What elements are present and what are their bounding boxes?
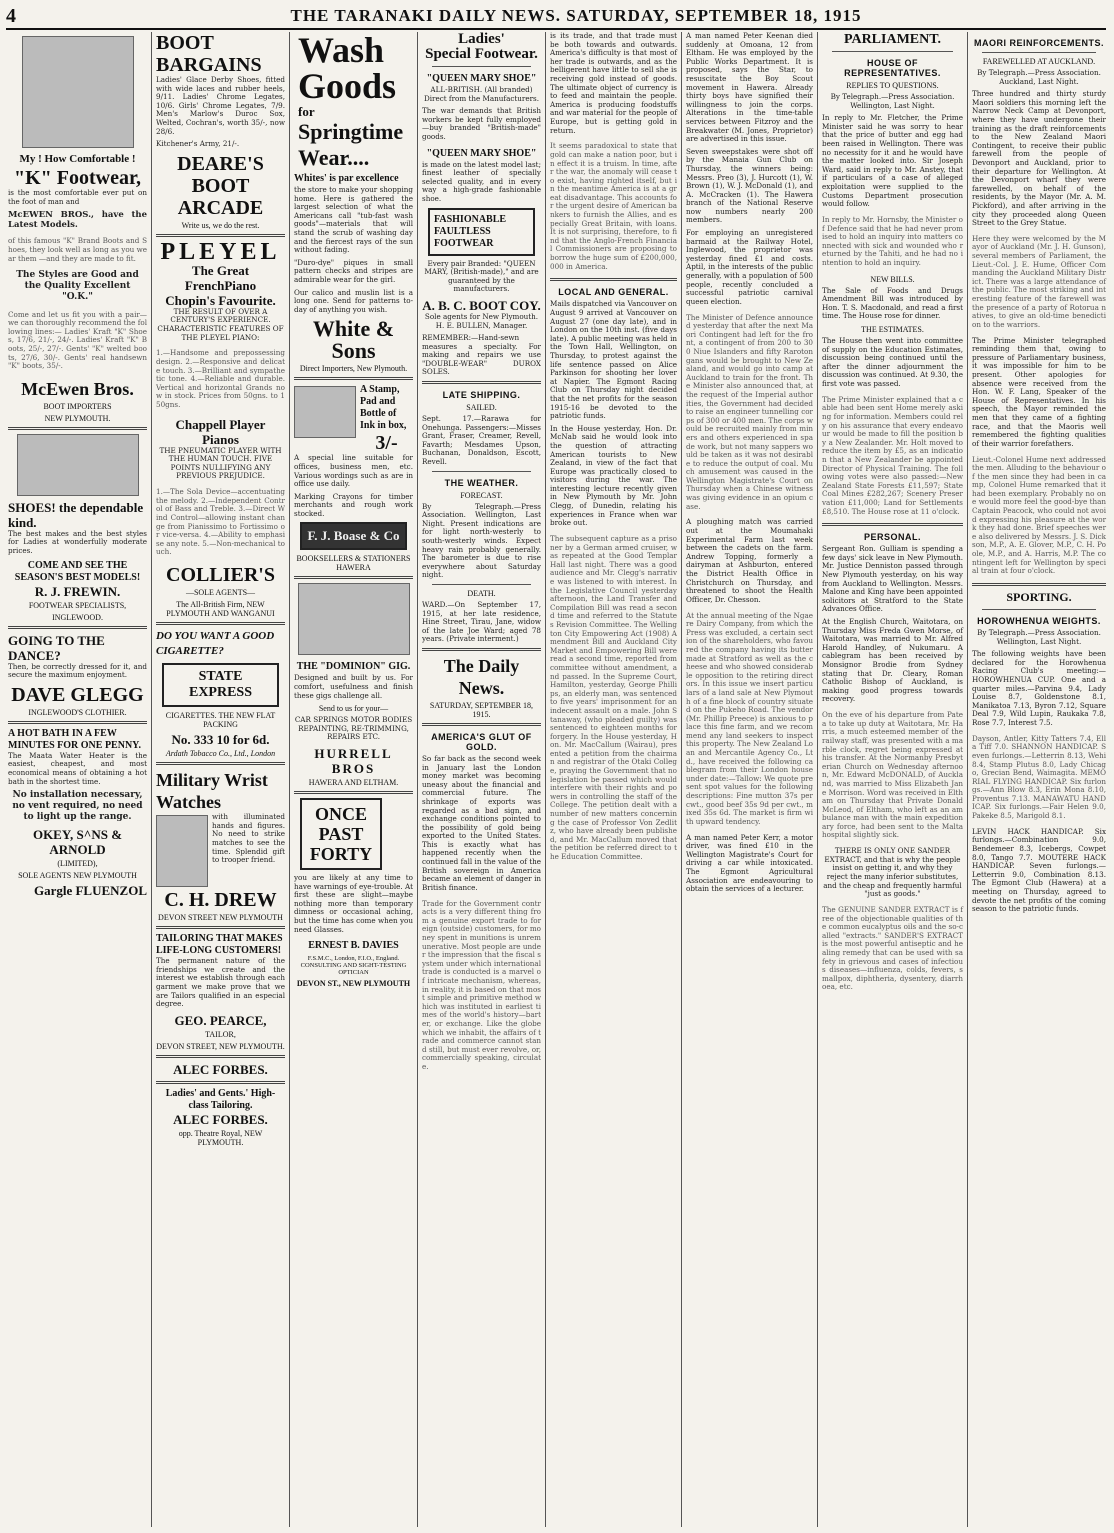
- column-5: [546, 32, 682, 1527]
- calico-txt: Our calico and muslin list is a long one. Send for patterns to-day of anything you wish.: [294, 287, 413, 314]
- no-install: No installation necessary, no vent required, no need to light up the range.: [12, 790, 143, 823]
- springtime-wear: Springtime Wear....: [298, 119, 404, 170]
- qms-txt: The war demands that British workers be kept fully employed—buy branded "British-made" goods.: [422, 106, 541, 141]
- mcewen-role: BOOT IMPORTERS: [43, 401, 112, 411]
- death-head: DEATH.: [467, 588, 496, 598]
- cig-head: DO YOU WANT A GOOD CIGARETTE?: [156, 630, 275, 658]
- deare-arcade: DEARE'S BOOT ARCADE: [177, 152, 264, 219]
- shoes-txt: The best makes and the best styles for Ladies at wonderfully moderate prices.: [8, 528, 147, 556]
- qms-head-1: "QUEEN MARY SHOE": [426, 73, 537, 84]
- estimates-head: THE ESTIMATES.: [861, 325, 924, 335]
- column-3: [290, 32, 418, 1527]
- parl-txt-more: In reply to Mr. Hornsby, the Minister of Defence said that he had never promised to hold an inquiry into matters connected with sick and wounded who returned by the Tahiti, and he had no intention to hold an inquiry.: [822, 214, 963, 267]
- gig-illustration: [298, 583, 410, 655]
- boase-logo: F. J. Boase & Co: [300, 522, 407, 550]
- stamp-illustration: [294, 386, 356, 438]
- chappell-txt: THE PNEUMATIC PLAYER WITH THE HUMAN TOUCH. FIVE POINTS NULLIFYING ANY PREVIOUS PREJUDICE.: [159, 445, 282, 481]
- frewin-name: R. J. FREWIN.: [34, 583, 121, 599]
- dominion-send: Send to us for your—: [318, 704, 389, 714]
- glut-head: AMERICA'S GLUT OF GOLD.: [431, 731, 532, 752]
- pearce-name: GEO. PEARCE,: [174, 1012, 267, 1028]
- news-txt-4: A ploughing match was carried out at the Moumahaki Experimental Farm last week between the cadets on the farm. Andrew Topping, formerly a dairyman at Ashburton, entered the District Health Office in Christchurch on Thursday, and threatened to shoot the Health Officer, Dr. Chesson.: [686, 517, 813, 604]
- cig-number: No. 333: [171, 732, 214, 748]
- k-tagline: is the most comfortable ever put on the foot of man and: [8, 188, 147, 206]
- personal-txt-2: At the English Church, Waitotara, on Thursday Miss Freda Gwen Morse, of Waitotara, was married to Mr. Alfred Harold Handley, of Nukumaru. A cablegram has been received by Monsignor Brodie from Sydney stating that Dr. Cleary, Roman Catholic Bishop of Auckland, is making good progress towards recovery.: [822, 617, 963, 704]
- remember-txt: REMEMBER:—Hand-sewn measures a specialty. For making and repairs we use "DOUBLE-WEAR" DUROX SOLES.: [422, 333, 541, 377]
- forecast: FORECAST.: [460, 490, 503, 500]
- page-number: 4: [6, 4, 16, 27]
- news-txt-3: For employing an unregistered barmaid at the Railway Hotel, Inglewood, the proprietor was yesterday fined £1 and costs. Aptil, in the interests of the public generally, with a population of 500 people, recently concluded a successful patriotic carnival queen election.: [686, 228, 813, 306]
- dominion-txt: Designed and built by us. For comfort, usefulness and finish these gigs challenge all.: [294, 673, 413, 700]
- cig-sub: CIGARETTES. THE NEW FLAT PACKING: [165, 711, 276, 730]
- faultless-logo: FASHIONABLE FAULTLESS FOOTWEAR: [428, 208, 535, 256]
- local-txt-more: The subsequent capture as a prisoner by a German armed cruiser, was repeated at the Good Templar Hall last night. There was a good audience and Mr. Clegg's narrative was listened to with interest. In the Legislative Council yesterday afternoon, the Land Transfer and Compilation Bill was read a second time and referred to the Statutes Revision Committee. The Wellington City Empowering Act (1908) Amendment Bill and Auckland City Market and Empowering Bill were read a second time, reported from committee without amendment, and passed. In the Supreme Court, Hamilton, yesterday, George Phillips, an elderly man, was sentenced to five years' imprisonment for an indecent assault on a male. John Stanaway, (who pleaded guilty) was sentenced to eighteen months for forgery. In the House yesterday, Hon. Mr. MacCallum (Wairau), presented a petition from the chairman and registrar of the Otaki College, praying the Government that no legislation be passed which would interfere with their rights and powers in controlling the staff of the College. The petition dealt with a number of new matters concerning the case of Professor Von Zedlitz, who have already been published, and Mr. MacCallum moved that the petition be referred direct to the Education Committee.: [550, 534, 677, 861]
- news-txt-more-1: The Minister of Defence announced yesterday that after the next Maori Contingent had left for the front, a contingent of from 200 to 300 Niue Islanders and fifty Rarotongans would be brought to New Zealand, and would go into camp at Auckland to train for the front. The Minister also announced that, at the request of the Imperial authorities, the Government had decided to raise an engineer tunnelling corps of 300 or 400 men. The corps would be recruited mainly from miners and others experienced in spade work, but not many sappers would be taken as it was not desirable to reduce the output of coal. Much amusement was caused in the Wellington Magistrate's Court on Thursday when a Chinese witness was giving evidence in an opium case.: [686, 312, 813, 511]
- duro-txt: "Duro-dye" piques in small pattern checks and stripes are admirable wear for the girl.: [294, 257, 413, 284]
- maori-txt-1: Three hundred and thirty sturdy Maori soldiers this morning left the Narrow Neck Camp at Devonport, where they have undergone their training as the draft reinforcements to the New Zealand Maori Contingent, to receive their public farewell from the people of Devonport and Auckland, prior to their departure for Wellington. At the Devonport wharf they were farewelled, on behalf of the residents, by the Mayor (Mr. A. M. Pickford), and after arriving in the city they proceeded along Queen Street to the Grey Statue.: [972, 89, 1106, 228]
- crayons-txt: Marking Crayons for timber merchants and rough work stocked.: [294, 491, 413, 518]
- whites-head: Whites' is par excellence: [294, 173, 399, 184]
- special-footwear: Special Footwear.: [425, 46, 538, 62]
- stamp-txt: A special line suitable for offices, business men, etc. Various wordings such as are in office use daily.: [294, 453, 413, 489]
- sander-more: The GENUINE SANDER EXTRACT is free of the objectionable qualities of the common eucalyptus oils and the so-called "extracts." SANDER'S EXTRACT is the most powerful antiseptic and healing remedy that can be used with safety in grievous and cases of infectious diseases—influenza, colds, fevers, smallpox, diphtheria, dysentery, diarrhoea, etc.: [822, 905, 963, 992]
- horo-txt-more: Dayson, Antler, Kitty Tatters 7.4, Ella Tiff 7.0. SHANNON HANDICAP. Seven furlongs.—Letterrin 8.13, Wehi 8.4, Stamp Plutus 8.0, Lady Chicago, Grecian Bend, Waimagita. MEMORIAL FLYING HANDICAP. Six furlongs.—Ann Blow 8.3, Erin Mona 8.10, Proventus 7.13. MANAWATU HANDICAP. Six furlongs.—Fair Helen 9.0, Pakeke 8.5, Marigold 8.1.: [972, 733, 1106, 821]
- cig-maker: Ardath Tobacco Co., Ltd., London: [165, 749, 276, 759]
- stamp-head: A Stamp, Pad and Bottle of Ink in box,: [360, 384, 407, 432]
- k-headline: My ! How Comfortable !: [19, 153, 136, 165]
- parliament-head: PARLIAMENT.: [843, 32, 942, 47]
- column-7: [818, 32, 968, 1527]
- gargle-fluenzol: Gargle FLUENZOL: [33, 883, 147, 899]
- pleyel-features: 1.—Handsome and prepossessing design. 2.—Responsive and delicate touch. 3.—Brilliant and sympathetic tone. 4.—Reliable and durable. Vertical and horizontal Grands now in stock. Prices from 50gns. to 150gns.: [156, 348, 285, 409]
- horo-txt-1: The following weights have been declared for the Horowhenua Racing Club's meeting:— HOROWHENUA CUP. One and a quarter miles.—Parvina 9.4, Lady Louise 8.7, Goldenstone 8.1, Manikatoa 7.13, Byron 7.12, Square Deal 7.9, Wild Lupin, Raukaka 7.8, Rose 7.7, Interest 7.5.: [972, 649, 1106, 727]
- new-bills-head: NEW BILLS.: [870, 274, 915, 284]
- glut-article-more: It seems paradoxical to state that gold can make a nation poor, but in effect it is a truism. In time, after the war, the anomaly will cease to exist, having righted itself, but in the meantime America is at a great disadvantage. This accounts for the urgent desire of American bankers to furnish the Allies, and especially Great Britain, with loans. It is not surprising, therefore, to find that the Anglo-French Financial Commissioners are proposing to borrow the huge sum of £200,000,000 in America.: [550, 141, 677, 271]
- qms-sub: ALL-BRITISH. (All branded) Direct from the Manufacturers.: [423, 85, 540, 103]
- boase-sub: BOOKSELLERS & STATIONERS HAWERA: [296, 554, 411, 573]
- news-txt-more-2: At the annual meeting of the Ngaere Dairy Company, from which the Press was excluded, a certain section of the shareholders, who favoured the company having its butter made at Stratford as well as the cheese and who showed considerable opposition to the retiring directors. In this issue we insert particulars of a land sale at New Plymouth of a fine block of country situated on the Pukeho Road. The vendor (Mr. Phillip Preece) is anxious to place this fine farm, and we recommend any land seekers to inspect this property. The New Zealand Loan and Mercantile Agency Co., Ltd., have received the following cablegram from their London house under date:—Tallow: We quote present spot values for the following descriptions: Fine mutton 37s per cwt., good beef 35s 9d per cwt., mixed 35s 6d. The market is firm with upward tendency.: [686, 610, 813, 826]
- glut-txt: So far back as the second week in January last the London money market was becoming uneasy about the financial and commercial future. The shrinkage of exports was regarded as a bad sign, and exchange conditions pointed to the possibility of gold being exported to the United States. This is exactly what has happened recently when the continued fall in the value of the British sovereign in America became an element of danger in British finance.: [422, 753, 541, 892]
- ladies-word: Ladies': [458, 32, 505, 47]
- personal-txt-1: Sergeant Ron. Gulliam is spending a few days' sick leave in New Plymouth. Mr. Justice Denniston passed through New Plymouth yesterday, on his way from Auckland to Wellington. Messrs. Malone and King have been appointed solicitors at Stratford to the State Advances Office.: [822, 544, 963, 614]
- goods-word: Goods: [298, 66, 397, 106]
- cig-price: 10 for 6d.: [216, 732, 270, 748]
- colliers-sub: —SOLE AGENTS—: [185, 588, 256, 598]
- mcewen-place: NEW PLYMOUTH.: [44, 413, 111, 423]
- abc-boot: A. B. C. BOOT COY.: [422, 297, 541, 313]
- styles-line: The Styles are Good and the Quality Excellent "O.K.": [16, 270, 139, 303]
- dance-head: GOING TO THE DANCE?: [8, 632, 105, 663]
- for-word: for: [298, 104, 315, 119]
- mcewen-name: McEwen Bros.: [21, 378, 134, 399]
- horo-sub: By Telegraph.—Press Association. Wellington, Last Night.: [977, 628, 1101, 646]
- hurrell-place: HAWERA AND ELTHAM.: [308, 778, 399, 788]
- forbes-name-1: ALEC FORBES.: [173, 1061, 268, 1077]
- maori-txt-more-2: Lieut.-Colonel Hume next addressed the men. Alluding to the behaviour of the men since they had been in camp, Colonel Hume remarked that it had been exemplary. Probably no one would more feel the good-bye than Captain Peacock, who could not avoid expressing his pleasure at the work they had done. Brief speeches were also delivered by Messrs. J. S. Dickson, M.P., A. E. Glover, M.P., C. H. Poole, M.P., and A. Harris, M.P. The contingent left for Wellington by special train at four o'clock.: [972, 454, 1106, 576]
- abc-sub: Sole agents for New Plymouth. H. E. BULLEN, Manager.: [424, 311, 539, 330]
- personal-txt-more: On the eve of his departure from Patea to take up duty at Waitotara, Mr. Harris, a much esteemed member of the railway staff, was presented with a marble clock, regret being expressed at his transfer. At the Normanby Presbyterian Church on Wednesday afternoon, Mr. Edward McDONALD, of Auckland, was married to Miss Elizabeth Jane Morrison. Word was received in Eltham on Thursday that Private Donald McLeod, of Eltham, who left as an ambulance man with the main expeditionary force, had been sent to the Malta hospital slightly sick.: [822, 710, 963, 840]
- forbes-place: opp. Theatre Royal, NEW PLYMOUTH.: [178, 1128, 263, 1147]
- dance-txt: Then, be correctly dressed for it, and secure the maximum enjoyment.: [8, 661, 147, 680]
- once-past-forty: ONCE PAST FORTY: [300, 798, 382, 870]
- hurrell-name: HURRELL BROS: [314, 746, 393, 777]
- column-6: [682, 32, 818, 1527]
- faultless-txt: Every pair Branded: "QUEEN MARY, (British-made)," and are guaranteed by the manufacturers.: [424, 258, 539, 294]
- davies-place: DEVON ST., NEW PLYMOUTH: [296, 979, 411, 989]
- qms2-txt: is made on the latest model last; finest leather of specially selected quality, and in every way a high-grade fashionable shoe.: [422, 159, 541, 203]
- shoes-head: SHOES! the dependable kind.: [8, 499, 144, 530]
- news-txt-1: A man named Peter Keenan died suddenly at Omoana, 12 from Eltham. He was employed by the Public Works Department. It is proposed, says the Star, to resuscitate the Boy Scout movement in Hawera. Already thirty boys have signified their willingness to join the corps. Alterations in the time-table services between Fitzroy and the Breakwater (M. Jones, Proprietor) are advertised in this issue.: [686, 32, 813, 144]
- military-watches: Military Wrist Watches: [156, 770, 268, 813]
- masthead: [6, 4, 1106, 30]
- chappell-title: Chappell Player Pianos: [175, 416, 266, 447]
- dominion-list: CAR SPRINGS MOTOR BODIES REPAINTING, RE-TRIMMING, REPAIRS ETC.: [294, 715, 413, 742]
- glegg-place: INGLEWOOD'S CLOTHIER.: [28, 707, 127, 717]
- masthead-title: THE TARANAKI DAILY NEWS. SATURDAY, SEPTEMBER 18, 1915: [290, 6, 862, 25]
- parl-txt-1: In reply to Mr. Fletcher, the Prime Minister said he was sorry to hear that the price of butter and egg had been raised in Wellington. There was no necessity for it and he would have the matter looked into. Sir Joseph Ward, said in reply to Mr. Anstey, that if particulars of a case of alleged exploitation were supplied to the Customs Department prosecution would follow.: [822, 113, 963, 209]
- shoe-illustration: [17, 434, 139, 496]
- replies-sub: By Telegraph.—Press Association. Wellington, Last Night.: [830, 92, 955, 110]
- personal-head: PERSONAL.: [863, 532, 921, 543]
- column-1: [4, 32, 152, 1527]
- davies-name: ERNEST B. DAVIES: [308, 940, 399, 952]
- military-txt: with illuminated hands and figures. No need to strike matches to see the time. Splendid gift to trooper friend.: [212, 812, 285, 865]
- kitchener-army: Kitchener's Army, 21/-.: [156, 139, 240, 149]
- maori-txt-2: The Prime Minister telegraphed reminding them that, owing to pressure of Parliamentary business, it was impossible for him to be present. Other apologies for absence were received from the Hon. W. F. Lang, Speaker of the House of Representatives. In his speech, the Mayor reminded the men that they came of a fighting race, and that the Maoris well remembered the fighting qualities of their warrior forefathers.: [972, 335, 1106, 448]
- replies-head: REPLIES TO QUESTIONS.: [846, 81, 939, 90]
- qms-head-2: "QUEEN MARY SHOE": [426, 147, 537, 159]
- frewin-place: INGLEWOOD.: [52, 612, 103, 622]
- pearce-place: DEVON STREET, NEW PLYMOUTH.: [156, 1041, 285, 1051]
- horo-txt-2: LEVIN HACK HANDICAP. Six furlongs.—Combination 9.0, Bendemeer 8.3, Icebergs, Cowpet 8.0, Tango 7.7. MOUTERE HACK HANDICAP. Seven furlongs.—Letterrin 9.0, Combination 8.13. The Egmont Club (Hawera) at a meeting on Thursday, agreed to devote the net profits of the coming season to the patriotic funds.: [972, 826, 1106, 914]
- column-2: [152, 32, 290, 1527]
- drew-name: C. H. DREW: [164, 889, 277, 912]
- late-shipping: LATE SHIPPING.: [442, 390, 521, 401]
- column-8: [968, 32, 1110, 1527]
- bath-head: A HOT BATH IN A FEW MINUTES FOR ONE PENNY.: [8, 727, 141, 751]
- maori-reinforcements-head: MAORI REINFORCEMENTS.: [973, 38, 1104, 48]
- watch-illustration: [156, 815, 208, 887]
- local-general-head: LOCAL AND GENERAL.: [558, 287, 669, 298]
- pleyel-txt: THE RESULT OF OVER A CENTURY'S EXPERIENCE. CHARACTERISTIC FEATURES OF THE PLEYEL PIANO:: [157, 306, 284, 342]
- wash-word: Wash: [298, 32, 385, 70]
- death-txt: WARD.—On September 17, 1915, at her late residence, Hine Street, Tirau, Jane, widow of the late Joe Ward; aged 78 years. (Private interment.): [422, 599, 541, 644]
- farewell-sub: By Telegraph.—Press Association. Auckland, Last Night.: [977, 68, 1101, 86]
- parl-txt-2: The Sale of Foods and Drugs Amendment Bill was introduced by Hon. T. S. Macdonald, and read a first time. The House rose for dinner.: [822, 285, 963, 321]
- glut-article-cont: is its trade, and that trade must be both towards and outwards. America's difficulty is that most of her trade is outwards, and as the belligerent have little to sell she is receiving gold instead of goods. The ultimate object of currency is to feed and maintain the people. America is producing foodstuffs and war material for the people of Europe, but is getting gold in return.: [550, 32, 677, 135]
- tailor-head: TAILORING THAT MAKES LIFE-LONG CUSTOMERS!: [156, 933, 283, 957]
- dominion-head: THE "DOMINION" GIG.: [296, 661, 411, 673]
- weather-head: THE WEATHER.: [444, 477, 519, 488]
- frewin-role: FOOTWEAR SPECIALISTS,: [28, 600, 127, 610]
- drew-place: DEVON STREET NEW PLYMOUTH: [158, 913, 283, 923]
- k-brand: "K" Footwear,: [13, 167, 141, 189]
- forecast-txt: By Telegraph.—Press Association. Wellington, Last Night. Present indications are for light north-westerly to south-westerly winds. Expect heavy rain probably generally. The barometer is due to rise everywhere about Saturday night.: [422, 501, 541, 580]
- chappell-points: 1.—The Sola Device—accentuating the melody. 2.—Independent Control of Bass and Treble. 3.—Direct Wind Control—allowing instant change from Pianissimo to Fortissimo or vice-versa. 4.—Ability to emphasise any note. 5.—Non-mechanical touch.: [156, 487, 285, 557]
- column-4: [418, 32, 546, 1527]
- pleyel-title: PLEYEL: [160, 238, 281, 265]
- local-txt-1: Mails dispatched via Vancouver on August 9 arrived at Vancouver on August 27 (one day late), and in London on the 10th inst. (five days late). A public meeting was held in the Town Hall, Wellington, on Thursday, to protest against the life sentence passed on Alice Parkinson for shooting her lover at Napier. The Egmont Racing Club on Thursday night decided that the net profits for the season 1915-16 be devoted to the patriotic funds.: [550, 299, 677, 421]
- colliers-txt: The All-British Firm, NEW PLYMOUTH AND WANGANUI: [166, 600, 275, 619]
- sander-ad: THERE IS ONLY ONE SANDER EXTRACT, and that is why the people insist on getting it, and why they reject the many inferior substitutes, and the cheap and frequently harmful "just as goods.": [823, 846, 962, 899]
- okey-name: OKEY, S^NS & ARNOLD: [32, 827, 123, 858]
- mcewen-line: McEWEN BROS., have the Latest Models.: [8, 210, 147, 231]
- news-txt-2: Seven sweepstakes were shot off by the Manaia Gun Club on Thursday, the winners being: Messrs. Preo (3), J. Hurcott (1), W. Brown (1), W. J. McDonald (1), and A. McCracken (1). The Hawera branch of the National Reserve now numbers nearly 200 members.: [686, 146, 813, 225]
- okey-place: SOLE AGENTS NEW PLYMOUTH: [18, 871, 137, 881]
- stamp-price: 3/-: [375, 432, 398, 455]
- maori-txt-more: Here they were welcomed by the Mayor of Auckland (Mr. J. H. Gunson), several members of Parliament, the Lieut.-Col. J. E. Hume, Officer Commanding the Auckland Military District. There was a large attendance of the public. The most striking and interesting feature of the farewell was the presence of a party of Rotorua natives, to give an old-time benediction to the warriors.: [972, 233, 1106, 329]
- k-prices: Come and let us fit you with a pair—we can thoroughly recommend the following lines:— Ladies' Kraft "K" Shoes, 17/6, 21/-, 24/-. Ladies' Kraft "K" Boots, 25/-, 27/-. Gents' "K" welted boots, 27/6, 30/-. Gents' real handsewn "K" boots, 35/-.: [8, 309, 147, 371]
- house-head: HOUSE OF REPRESENTATIVES.: [844, 58, 941, 78]
- deare-sub: Write us, we do the rest.: [181, 220, 260, 230]
- white-sons-sub: Direct Importers, New Plymouth.: [299, 364, 408, 374]
- news-txt-5: A man named Peter Kerr, a motor driver, was fined £10 in the Wellington Magistrate's Court for driving a car while intoxicated. The Egmont Agricultural Association are endeavouring to obtain the services of a lecturer.: [686, 832, 813, 894]
- tailor-txt: The permanent nature of the friendships we create and the interest we establish through each garment we make prove that we are Tailors qualified in an especial degree.: [156, 956, 285, 1009]
- glut-continued: Trade for the Government contracts is a very different thing from a genuine export trade to foreign (outside) customers, for money spent in munitions is unremunerative. Most people are under the impression that the fiscal system under which international trade is conducted is a marvel of intricate mechanism, whereas, in reality, it is based on that most simple and primitive method which was instituted in earliest times of the world's history—barter, or exchange. Like the globe which we inhabit, the affairs of trade and commerce cannot stand still, but must ever revolve, or, commercially speaking, circulate.: [422, 898, 541, 1071]
- parl-txt-more-2: The Prime Minister explained that a cable had been sent Home merely asking for information. Members could rely on his assurance that every endeavour would be made to fill the position by a New Zealander. Mr. Holt moved to reduce the item by £5, as an indication that a New Zealander be appointed Director of Physical Training. The following votes were also passed:—New Zealand State Forests £11,597; State Coal Mines £282,267; Scenery Preservation £11,000; Land for Settlements £8,510. The House rose at 11 o'clock.: [822, 394, 963, 516]
- forty-txt: you are likely at any time to have warnings of eye-trouble. At first these are slight—maybe nothing more than temporary dimness or occasional aching, but the time has come when you need Glasses.: [294, 873, 413, 934]
- come-see: COME AND SEE THE SEASON'S BEST MODELS!: [14, 559, 141, 583]
- chopin-favourite: Chopin's Favourite.: [165, 292, 276, 308]
- farewell-head: FAREWELLED AT AUCKLAND.: [982, 57, 1096, 66]
- glegg-name: DAVE GLEGG: [11, 683, 144, 706]
- forbes-name-2: ALEC FORBES.: [173, 1111, 268, 1127]
- daily-news-title: The Daily News.: [443, 655, 520, 698]
- sailed: SAILED.: [466, 403, 497, 413]
- state-express-logo: STATE EXPRESS: [162, 663, 279, 707]
- man-illustration: [22, 36, 134, 148]
- bath-txt: The Maata Water Heater is the easiest, cheapest, and most economical means of obtaining a hot bath in the shortest time.: [8, 750, 147, 786]
- boot-txt: Ladies' Glace Derby Shoes, fitted with wide laces and rubber heels, 9/11. Ladies' Chrome Legates, 10/6. Girls' Chrome Legates, 7/9. Men's Marlow's Duroc Sox, Welted, Cochran's, worth 35/-, now 28/6.: [156, 75, 285, 136]
- sporting-head: SPORTING.: [1006, 590, 1072, 604]
- okey-sub: (LIMITED),: [57, 859, 98, 869]
- pearce-sub: TAILOR,: [205, 1029, 236, 1039]
- horo-weights-head: HOROWHENUA WEIGHTS.: [977, 616, 1101, 626]
- parl-txt-3: The House then went into committee of supply on the Education Estimates, discussion being continued until the after the dinner adjournment the discussion was continued. At 9.30, the first vote was passed.: [822, 336, 963, 388]
- white-sons-logo: White & Sons: [312, 316, 395, 364]
- sailed-txt: Sept. 17.—Rarawa for Onehunga. Passengers:—Misses Grant, Fraser, Creamer, Revell, Favarth; Mesdames Upson, Buchanan, Donaldson, Escott, Revell.: [422, 414, 541, 467]
- local-txt-2: In the House yesterday, Hon. Dr. McNab said he would look into the question of attracting American tourists to New Zealand, in view of the fact that Europe was practically closed to visitors during the war. The interesting lecture recently given in New Plymouth by Mr. John Clegg, of Dunedin, relating his experiences in France when war broke out.: [550, 423, 677, 528]
- daily-news-date: SATURDAY, SEPTEMBER 18, 1915.: [429, 700, 534, 719]
- davies-sub: F.S.M.C., London, F.I.O., England. CONSULTING AND SIGHT-TESTING OPTICIAN: [300, 955, 407, 977]
- boot-bargains: BOOT BARGAINS: [156, 32, 262, 76]
- colliers-title: COLLIER'S: [166, 564, 275, 587]
- pleyel-sub: The Great FrenchPiano: [184, 262, 257, 293]
- k-body: of this famous "K" Brand Boots and Shoes, they look well as long as you wear them —and they are made to fit.: [8, 236, 147, 263]
- whites-txt: the store to make your shopping home. Here is gathered the largest selection of what the Americans call "tub-fast wash goods"—materials that will stand the scrub of washing day and the fiercest rays of the sun without fading.: [294, 185, 413, 255]
- forbes-tailoring: Ladies' and Gents.' High-class Tailoring.: [165, 1087, 276, 1111]
